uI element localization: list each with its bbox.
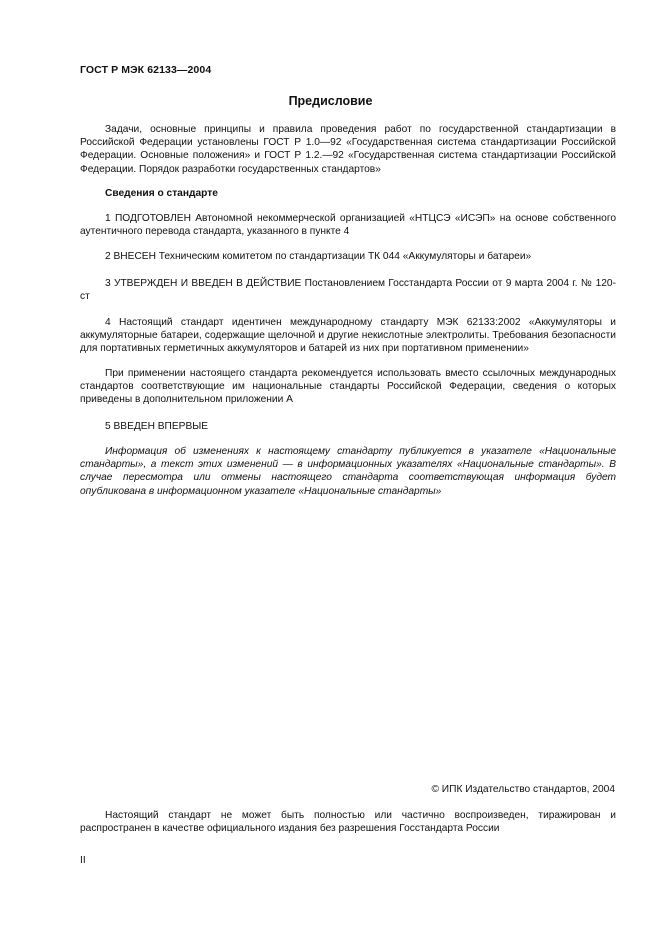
info-note (80, 445, 616, 498)
section-heading: Сведения о стандарте (105, 188, 218, 199)
item-4-note-text: При применении настоящего стандарта рекомендуется использовать вместо ссылочных международных стандартов соответствующие им национальные стандарты Российской Федерации, сведения о которых приведены в дополнительном приложении А (80, 368, 616, 406)
page-number: II (80, 855, 86, 866)
item-4 (80, 316, 616, 356)
item-3 (80, 277, 616, 303)
item-4-note (80, 367, 616, 407)
page-title: Предисловие (288, 94, 373, 108)
document-header: ГОСТ Р МЭК 62133—2004 (80, 64, 212, 76)
item-1 (80, 212, 616, 238)
item-3-text: 3 УТВЕРЖДЕН И ВВЕДЕН В ДЕЙСТВИЕ Постановлением Госстандарта России от 9 марта 2004 г. № 120-ст (80, 278, 616, 303)
item-5-text: 5 ВВЕДЕН ВПЕРВЫЕ (105, 421, 209, 432)
footer-notice (80, 809, 616, 835)
intro-paragraph (80, 123, 616, 176)
item-1-text: 1 ПОДГОТОВЛЕН Автономной некоммерческой организацией «НТЦСЭ «ИСЭП» на основе собственного аутентичного перевода стандарта, указанного в пункте 4 (80, 213, 616, 238)
item-2 (80, 250, 616, 263)
footer-notice-text: Настоящий стандарт не может быть полностью или частично воспроизведен, тиражирован и распространен в качестве официального издания без разрешения Госстандарта России (80, 810, 616, 835)
item-4-text: 4 Настоящий стандарт идентичен международному стандарту МЭК 62133:2002 «Аккумуляторы и аккумуляторные батареи, содержащие щелочной и другие некислотные электролиты. Требования безопасности для портативных герметичных аккумуляторов и батарей из них при портативном применении» (80, 317, 616, 355)
intro-text: Задачи, основные принципы и правила проведения работ по государственной стандартизации в Российской Федерации установлены ГОСТ Р 1.0—92 «Государственная система стандартизации Российской Федерации. Основные положения» и ГОСТ Р 1.2.—92 «Государственная система стандартизации Российской Федерации. Порядок разработки государственных стандартов» (80, 124, 616, 175)
info-note-text: Информация об изменениях к настоящему стандарту публикуется в указателе «Национальные стандарты», а текст этих изменений — в информационных указателях «Национальные стандарты». В случае пересмотра или отмены настоящего стандарта соответствующая информация будет опубликована в информационном указателе «Национальные стандарты» (80, 446, 616, 497)
item-2-text: 2 ВНЕСЕН Техническим комитетом по стандартизации ТК 044 «Аккумуляторы и батареи» (105, 251, 532, 262)
copyright-line: © ИПК Издательство стандартов, 2004 (431, 784, 615, 795)
section-heading-block (80, 187, 616, 200)
item-5 (80, 420, 616, 433)
